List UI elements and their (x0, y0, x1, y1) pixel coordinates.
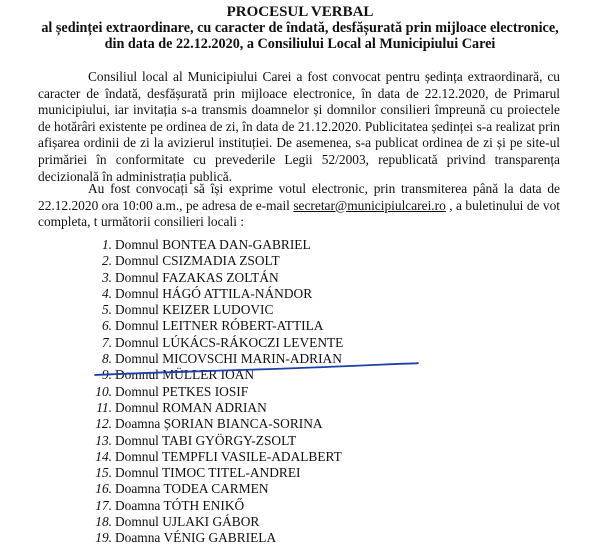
councillor-name: Doamna ȘORIAN BIANCA-SORINA (115, 416, 323, 432)
councillor-name: Doamna TÓTH ENIKŐ (115, 497, 245, 513)
vote-paragraph (38, 181, 560, 231)
councillor-name: Domnul MICOVSCHI MARIN-ADRIAN (115, 351, 342, 367)
councillor-name: Domnul ROMAN ADRIAN (115, 399, 267, 415)
councillor-item (95, 270, 343, 286)
councillor-number: 15. (95, 465, 112, 481)
councillor-item (95, 253, 343, 269)
councillor-name: Domnul BONTEA DAN-GABRIEL (115, 237, 311, 252)
councillor-number: 2. (101, 253, 112, 269)
councillor-name: Domnul KEIZER LUDOVIC (115, 302, 274, 318)
councillor-item (95, 449, 343, 465)
councillor-number: 17. (95, 497, 112, 513)
councillor-name: Domnul LÚKÁCS-RÁKOCZI LEVENTE (115, 334, 344, 350)
councillor-name: Domnul UJLAKI GÁBOR (115, 514, 260, 530)
councillor-item (95, 416, 343, 432)
councillor-item (95, 351, 343, 367)
document-subtitle-line-1: al ședinței extraordinare, cu caracter de îndată, desfășurată prin mijloace electronice, (41, 20, 559, 36)
councillor-item (95, 367, 343, 383)
councillor-list (95, 237, 343, 547)
councillor-number: 1. (101, 237, 112, 252)
convocation-paragraph (38, 69, 560, 185)
councillor-name: Doamna VÉNIG GABRIELA (115, 530, 277, 546)
councillor-number: 3. (101, 269, 112, 285)
councillor-item (95, 384, 343, 400)
councillor-name: Domnul CSIZMADIA ZSOLT (115, 253, 280, 269)
document-title: PROCESUL VERBAL (226, 4, 374, 20)
councillor-item (95, 465, 343, 481)
councillor-number: 5. (101, 302, 112, 318)
councillor-item (95, 400, 343, 416)
councillor-item (95, 498, 343, 514)
email-link[interactable]: secretar@municipiulcarei.ro (293, 197, 446, 213)
councillor-item (95, 481, 343, 497)
vote-paragraph-before: Au fost convocați să își exprime votul electronic, prin transmiterea până la data de 22.12.2020 ora 10:00 a.m., pe adresa de e-mail (38, 181, 560, 213)
councillor-item (95, 302, 343, 318)
councillor-number: 9. (101, 367, 112, 383)
councillor-number: 18. (95, 514, 112, 530)
councillor-item (95, 318, 343, 334)
councillor-number: 7. (101, 334, 112, 350)
councillor-number: 4. (101, 285, 112, 301)
councillor-name: Domnul MÜLLER IOAN (115, 367, 255, 383)
councillor-number: 16. (95, 481, 112, 497)
councillor-item (95, 514, 343, 530)
document-subtitle-line-2: din data de 22.12.2020, a Consiliului Local al Municipiului Carei (104, 36, 496, 52)
councillor-name: Domnul FAZAKAS ZOLTÁN (115, 269, 279, 285)
councillor-name: Domnul LEITNER RÓBERT-ATTILA (115, 318, 324, 334)
convocation-paragraph-text: Consiliul local al Municipiului Carei a fost convocat pentru ședința extraordinară, cu caracter de îndată, desfășurată prin mijloace electronice, în data de 22.12.2020, de Primarul municipiului, iar invitația s-a transmis doamnelor și domnilor consilieri împreună cu proiectele de hotărâri existente pe ordinea de zi, în data de 21.12.2020. Publicitatea ședinței s-a realizat prin afișarea ordinii de zi la avizierul instituției. De asemenea, s-a publicat ordinea de zi și pe site-ul primăriei în conformitate cu prevederile Legii 52/2003, republicată privind transparența decizională în administrația publică. (38, 69, 560, 184)
councillor-item (95, 237, 343, 253)
councillor-name: Domnul TABI GYÖRGY-ZSOLT (115, 432, 297, 448)
councillor-item (95, 530, 343, 546)
councillor-name: Domnul PETKES IOSIF (115, 383, 249, 399)
councillor-item (95, 335, 343, 351)
vote-paragraph-after: , a buletinului de vot completa, t următorii consilieri locali : (38, 197, 560, 230)
councillor-name: Domnul HÁGÓ ATTILA-NÁNDOR (115, 285, 313, 301)
councillor-number: 13. (95, 432, 112, 448)
councillor-number: 8. (101, 351, 112, 367)
councillor-item (95, 433, 343, 449)
councillor-number: 11. (96, 399, 112, 415)
councillor-number: 12. (95, 416, 112, 432)
councillor-name: Domnul TIMOC TITEL-ANDREI (115, 465, 301, 481)
councillor-name: Domnul TEMPFLI VASILE-ADALBERT (115, 448, 342, 464)
councillor-number: 6. (101, 318, 112, 334)
councillor-name: Doamna TODEA CARMEN (115, 481, 269, 497)
councillor-number: 10. (95, 383, 112, 399)
councillor-number: 19. (95, 530, 112, 546)
councillor-item (95, 286, 343, 302)
councillor-number: 14. (95, 448, 112, 464)
